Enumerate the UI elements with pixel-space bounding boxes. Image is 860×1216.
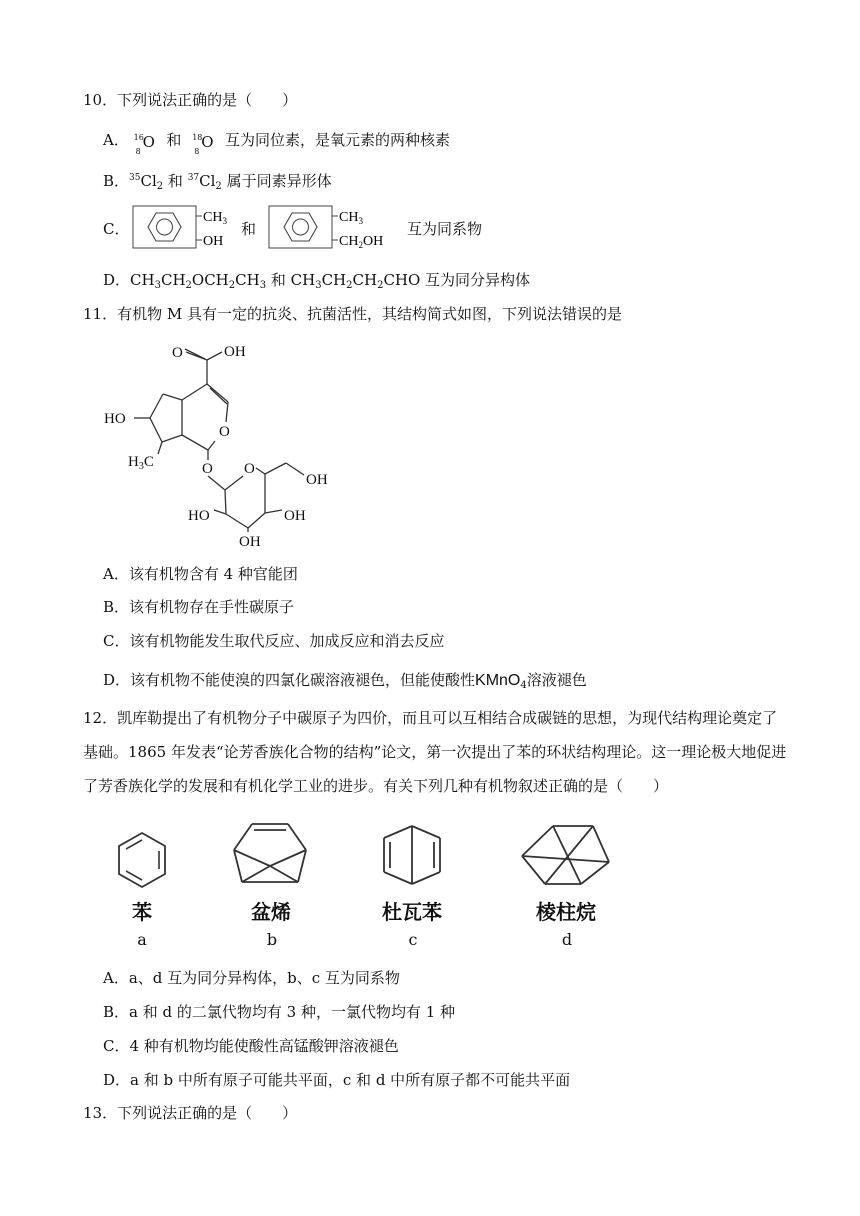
oh-label: OH — [203, 234, 224, 249]
q12-option-c: C．4 种有机物均能使酸性高锰酸钾溶液褪色 — [103, 1037, 399, 1055]
q10-c-and: 和 — [241, 220, 257, 238]
label-d: d — [561, 930, 573, 949]
q12-option-b: B．a 和 d 的二氯代物均有 3 种，一氯代物均有 1 种 — [103, 1003, 456, 1021]
ch2oh-oh: OH — [306, 472, 328, 488]
q12-stem-line2: 基础。1865 年发表“论芳香族化合物的结构”论文，第一次提出了苯的环状结构理论。这一理论极大地促进 — [83, 743, 787, 761]
ch3-label: $CH_3$ — [203, 210, 227, 226]
sugar-oh-bottom: OH — [239, 534, 261, 550]
ho-label: HO — [104, 411, 126, 427]
label-b: b — [266, 930, 278, 949]
benzvalene-structure — [230, 820, 310, 892]
q10-option-d-text: $CH_3CH_2OCH_2CH_3$ 和 $CH_3CH_2CH_2CHO$ 互为同分异构体 — [130, 271, 531, 291]
prismane-structure — [519, 822, 611, 888]
q11-option-c: C．该有机物能发生取代反应、加成反应和消去反应 — [103, 632, 445, 650]
o16-isotope: 16 8 O — [133, 133, 155, 156]
ch2oh-label: $CH_2OH$ — [339, 234, 384, 250]
q11-option-a: A．该有机物含有 4 种官能团 — [103, 565, 298, 583]
name-dewar-benzene: 杜瓦苯 — [382, 900, 442, 924]
q10-c-text: 互为同系物 — [407, 220, 483, 238]
q10-option-b: B．$^{35}Cl_2$ 和 $^{37}Cl_2$ 属于同素异形体 — [103, 172, 332, 192]
sugar-ho: HO — [188, 508, 210, 524]
name-prismane: 棱柱烷 — [536, 900, 596, 924]
ch3-label: $CH_3$ — [339, 210, 363, 226]
q10-option-d: D．$CH_3CH_2OCH_2CH_3$ 和 $CH_3CH_2CH_2CHO$ 互为同分异构体 — [103, 271, 531, 291]
q12-stem-line1: 12．凯库勒提出了有机物分子中碳原子为四价，而且可以互相结合成碳链的思想，为现代结构理论奠定了 — [83, 709, 778, 727]
q11-option-d: D．该有机物不能使溴的四氯化碳溶液褪色，但能使酸性KMnO$_4$溶液褪色 — [103, 671, 587, 691]
q10-option-a: A． 16 8 O 和 18 8 O 互为同位素，是氧元素的两种核素 — [103, 131, 450, 156]
glycosidic-o: O — [202, 461, 213, 477]
o-cresol-structure — [128, 200, 238, 256]
sugar-ring-o: O — [244, 461, 255, 477]
q12-option-d: D．a 和 b 中所有原子可能共平面，c 和 d 中所有原子都不可能共平面 — [103, 1071, 571, 1089]
q12-option-a: A．a、d 互为同分异构体，b、c 互为同系物 — [103, 969, 400, 987]
q11-option-b: B．该有机物存在手性碳原子 — [103, 598, 295, 616]
q12-stem-line3: 了芳香族化学的发展和有机化学工业的进步。有关下列几种有机物叙述正确的是（ ） — [83, 777, 669, 795]
o18-isotope: 18 8 O — [192, 133, 214, 156]
o-methylbenzyl-alcohol-structure — [264, 200, 394, 256]
carbonyl-o: O — [172, 345, 183, 361]
dewar-benzene-structure — [380, 822, 444, 888]
ring-o: O — [219, 424, 230, 440]
sugar-oh-right: OH — [284, 508, 306, 524]
q11-stem: 11．有机物 M 具有一定的抗炎、抗菌活性，其结构简式如图，下列说法错误的是 — [83, 305, 622, 323]
h3c-label: $H_3C$ — [128, 454, 154, 472]
q10-stem: 10．下列说法正确的是（ ） — [83, 91, 298, 109]
compound-m-structure — [100, 338, 340, 553]
q10-option-c-prefix: C． — [103, 220, 130, 238]
name-benzene: 苯 — [132, 900, 152, 924]
name-benzvalene: 盆烯 — [251, 900, 291, 924]
q13-stem: 13．下列说法正确的是（ ） — [83, 1104, 298, 1122]
label-c: c — [408, 930, 418, 949]
acid-oh: OH — [224, 344, 246, 360]
benzene-structure — [114, 830, 170, 890]
label-a: a — [137, 930, 147, 949]
